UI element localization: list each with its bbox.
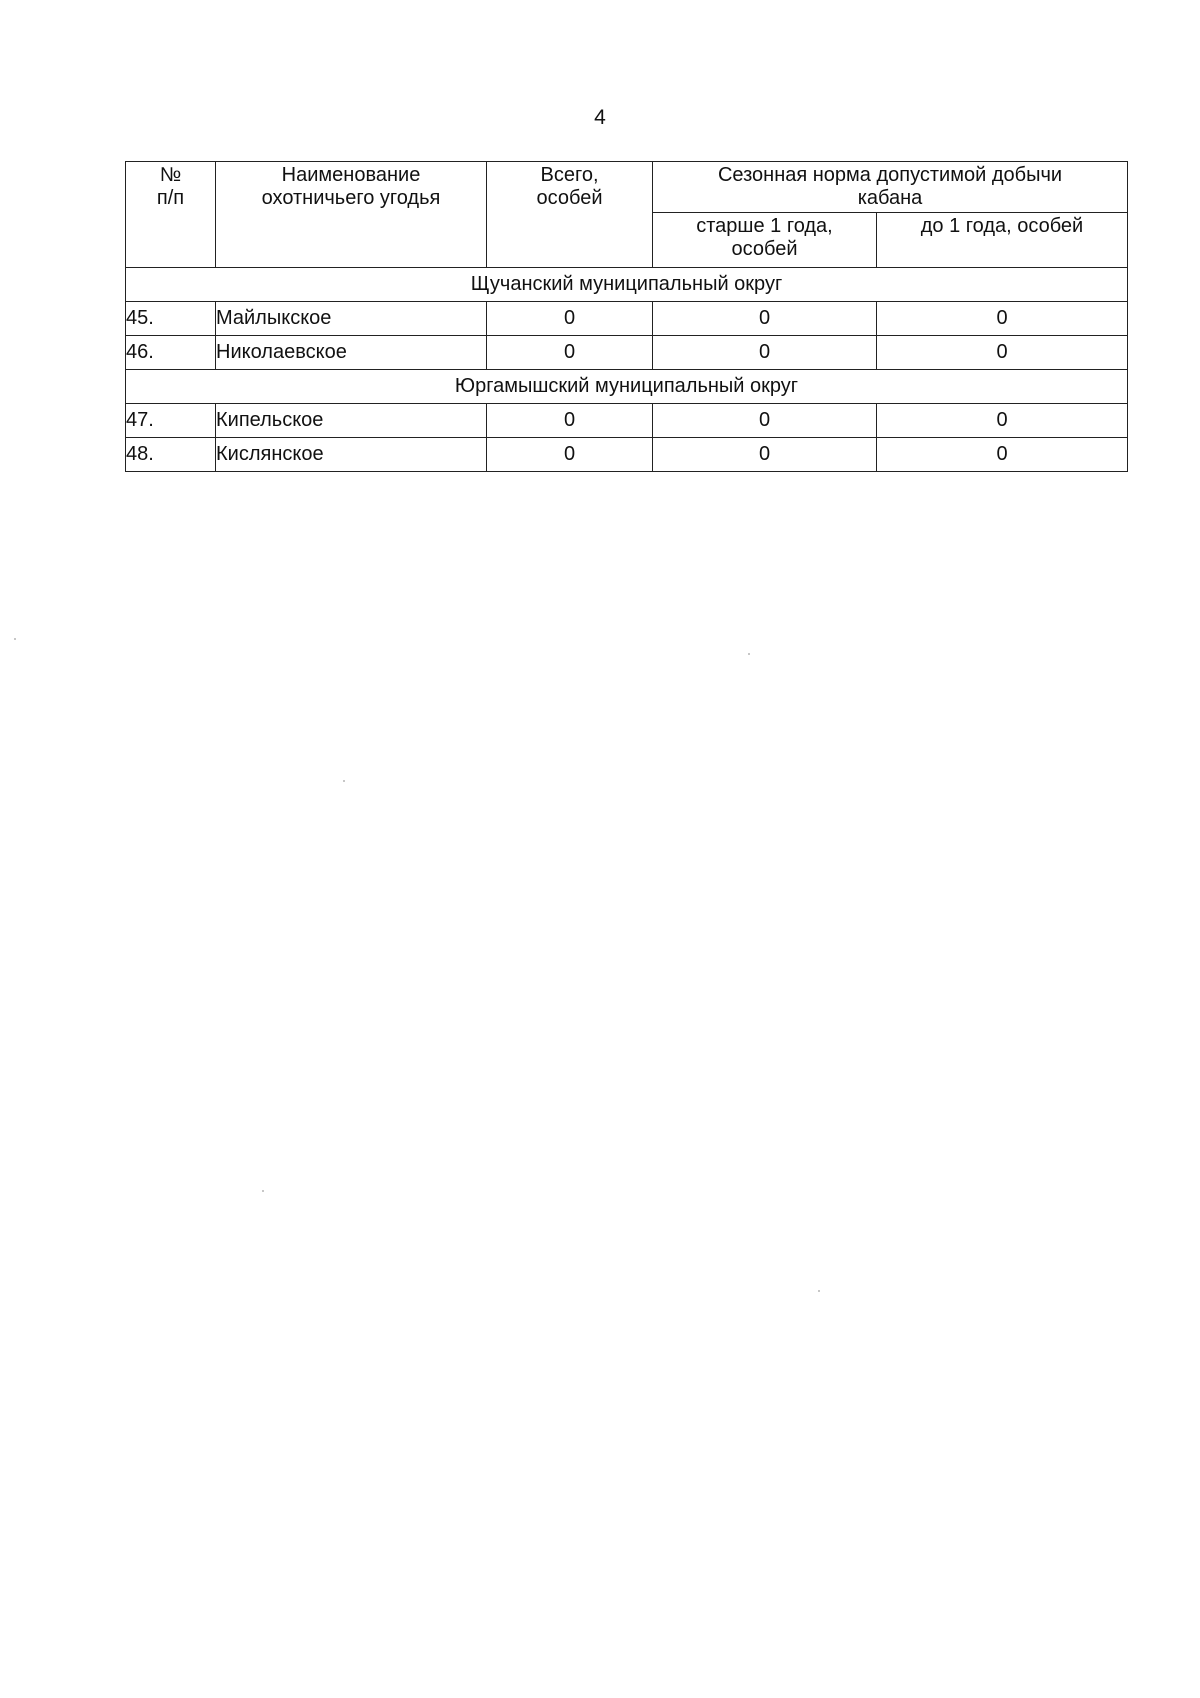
- header-under-1-year: [877, 213, 1128, 268]
- row-number: 47.: [126, 404, 216, 438]
- row-number: 48.: [126, 438, 216, 472]
- district-name: Щучанский муниципальный округ: [126, 268, 1128, 302]
- total-value: 0: [487, 438, 653, 472]
- header-younger-line: до 1 года, особей: [920, 215, 1084, 237]
- district-row: [126, 268, 1128, 302]
- quota-table: [125, 161, 1128, 472]
- page-number: 4: [594, 106, 606, 129]
- district-name: Юргамышский муниципальный округ: [126, 370, 1128, 404]
- older-value: 0: [653, 438, 877, 472]
- hunting-ground-name: Майлыкское: [216, 302, 487, 336]
- header-number-line: п/п: [156, 187, 185, 209]
- scan-speck: [748, 653, 750, 655]
- header-older-line: старше 1 года,: [696, 215, 833, 237]
- total-value: 0: [487, 336, 653, 370]
- table-row: [126, 438, 1128, 472]
- table-row: [126, 404, 1128, 438]
- younger-value: 0: [877, 404, 1128, 438]
- header-older-line: особей: [731, 238, 798, 260]
- header-number: [126, 162, 216, 268]
- hunting-ground-name: Кислянское: [216, 438, 487, 472]
- header-older-than-1-year: [653, 213, 877, 268]
- header-seasonal-norm: [653, 162, 1128, 213]
- hunting-ground-name: Николаевское: [216, 336, 487, 370]
- row-number: 45.: [126, 302, 216, 336]
- header-number-line: №: [159, 164, 182, 186]
- scan-speck: [818, 1290, 820, 1292]
- scan-speck: [14, 638, 16, 640]
- table-row: [126, 302, 1128, 336]
- header-total-line: особей: [536, 187, 603, 209]
- row-number: 46.: [126, 336, 216, 370]
- older-value: 0: [653, 302, 877, 336]
- header-norm-line: Сезонная норма допустимой добычи: [717, 164, 1063, 186]
- header-total-line: Всего,: [540, 164, 599, 186]
- table-row: [126, 336, 1128, 370]
- header-total: [487, 162, 653, 268]
- hunting-ground-name: Кипельское: [216, 404, 487, 438]
- header-name-line: Наименование: [281, 164, 421, 186]
- total-value: 0: [487, 302, 653, 336]
- scan-speck: [262, 1190, 264, 1192]
- header-hunting-ground-name: [216, 162, 487, 268]
- total-value: 0: [487, 404, 653, 438]
- younger-value: 0: [877, 302, 1128, 336]
- scan-speck: [343, 780, 345, 782]
- header-row: [126, 162, 1128, 213]
- younger-value: 0: [877, 438, 1128, 472]
- district-row: [126, 370, 1128, 404]
- header-norm-line: кабана: [857, 187, 923, 209]
- header-name-line: охотничьего угодья: [261, 187, 441, 209]
- older-value: 0: [653, 404, 877, 438]
- younger-value: 0: [877, 336, 1128, 370]
- older-value: 0: [653, 336, 877, 370]
